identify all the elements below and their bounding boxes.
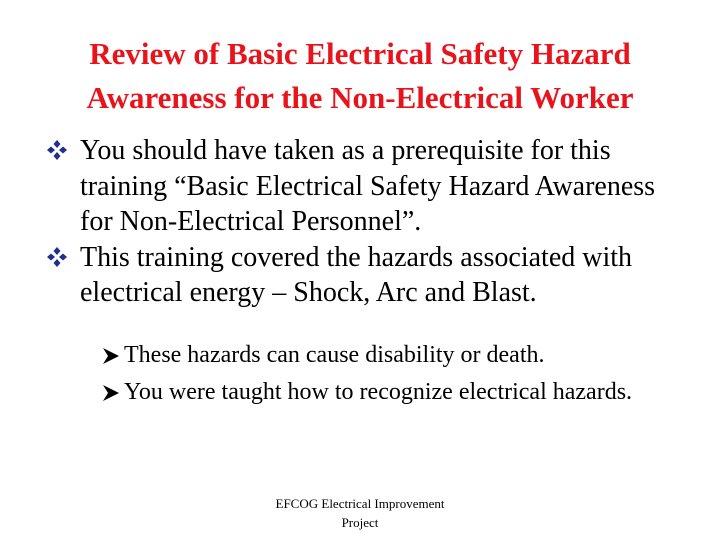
arrowhead-bullet-icon (102, 347, 120, 365)
sub-bullet-list (102, 339, 662, 413)
bullet-item (46, 133, 686, 240)
bullet-text: You should have taken as a prerequisite for this training “Basic Electrical Safety Hazard Awareness for Non-Electrical Personnel”. (80, 135, 656, 237)
bullet-item (46, 240, 686, 311)
bullet-list (46, 133, 686, 311)
slide-title (20, 32, 700, 120)
diamond-quad-bullet-icon (46, 139, 68, 161)
footer-line-2: Project (341, 515, 379, 530)
arrowhead-bullet-icon (102, 384, 120, 402)
sub-bullet-text: You were taught how to recognize electrical hazards. (124, 379, 633, 405)
sub-bullet-item (102, 376, 662, 408)
slide-title-line-1: Review of Basic Electrical Safety Hazard (89, 36, 631, 71)
slide-title-line-2: Awareness for the Non-Electrical Worker (86, 80, 634, 115)
sub-bullet-text: These hazards can cause disability or death. (124, 342, 545, 368)
diamond-quad-bullet-icon (46, 246, 68, 268)
slide-footer (230, 494, 490, 532)
footer-line-1: EFCOG Electrical Improvement (275, 496, 445, 511)
bullet-text: This training covered the hazards associated with electrical energy – Shock, Arc and Blast. (80, 241, 633, 308)
sub-bullet-item (102, 339, 662, 371)
